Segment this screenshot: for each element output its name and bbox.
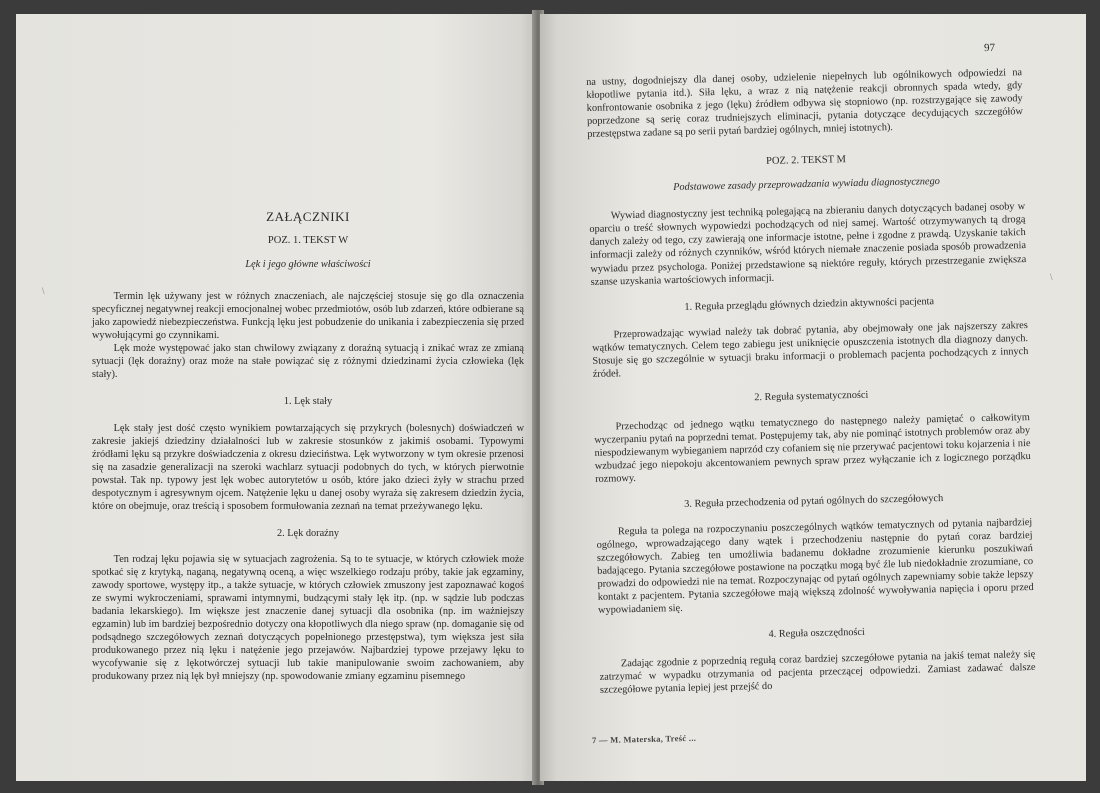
page-number: 97	[983, 41, 996, 55]
section-paragraph-permanent-anxiety: Lęk stały jest dość często wynikiem powtarzających się przykrych (bolesnych) doświadczeń w zakresie jakiejś dziedziny działalności lub w zakresie stosunków z jakimiś osobami. Typowymi źródłami lęku są przykre doświadczenia z okresu dzieciństwa. Lęk wytworzony w tym okresie przenosi się na zasadzie generalizacji na szeroki wachlarz sytuacji podobnych do tych, w których pierwotnie powstał. Tak np. typowy jest lęk wobec autorytetów u osób, które jako dzieci żyły w strachu przed despotycznym i agresywnym ojcem. Natężenie lęku u danej osoby wyraża się zakresem dziedzin życia, które on obejmuje, oraz treścią i sposobem formułowania zeznań na temat przeżywanego lęku.	[92, 422, 524, 512]
subtitle-anxiety: Lęk i jego główne właściwości	[245, 259, 371, 271]
left-page	[16, 14, 536, 781]
annex-title: ZAŁĄCZNIKI	[266, 209, 350, 224]
subtitle-interview: Podstawowe zasady przeprowadzania wywiadu diagnostycznego	[673, 176, 940, 194]
rule-text-2: Przechodząc od jednego wątku tematycznego do następnego należy pamiętać o całkowitym wyczerpaniu pytań na poprzedni temat. Postępujemy tak, aby nie pominąć istotnych problemów oraz aby niespodziewanym wybieganiem naprzód czy cofaniem się nie przerywać pacjentowi toku kojarzenia i nie wzbudzać jego niepokoju akcentowaniem pewnych spraw przez wyłączanie ich z logicznego porządku rozmowy.	[594, 411, 1031, 485]
rule-text-4: Zadając zgodnie z poprzednią regułą coraz bardziej szczegółowe pytania na jakiś temat należy się zatrzymać w wypadku otrzymania od pacjenta przeczącej odpowiedzi. Zamiast zadawać dalsze szczegółowe pytania lepiej jest przejść do	[599, 648, 1036, 696]
position-title-1: POZ. 1. TEKST W	[267, 235, 349, 247]
right-page-content	[586, 66, 1036, 696]
rule-heading-2: 2. Reguła systematyczności	[754, 389, 869, 404]
rule-text-3: Reguła ta polega na rozpoczynaniu poszczególnych wątków tematycznych od pytania najbardziej ogólnego, wprowadzającego dany wątek i przechodzeniu następnie do pytań coraz bardziej szczegółowych. Zabieg ten umożliwia badanemu dokładne zrozumienie kierunku poszukiwań badającego. Pytania szczegółowe postawione na początku mogą być źle lub niedokładnie zrozumiane, co prowadzi do odpowiedzi nie na temat. Rozpoczynając od pytań ogólnych zapewniamy sobie także lepszy kontakt z pacjentem. Pytania szczegółowe mają większą zdolność wywoływania napięcia i oporu przed wypowiadaniem się.	[596, 517, 1034, 617]
section-heading-permanent-anxiety: 1. Lęk stały	[283, 396, 333, 408]
section-heading-temporary-anxiety: 2. Lęk doraźny	[276, 527, 340, 539]
rule-heading-3: 3. Reguła przechodzenia od pytań ogólnych do szczegółowych	[684, 493, 944, 511]
rule-heading-1: 1. Reguła przeglądu głównych dziedzin aktywności pacjenta	[684, 295, 935, 313]
margin-mark-right: \	[1050, 272, 1053, 282]
position-title-2: POZ. 2. TEKST M	[765, 154, 847, 168]
margin-mark: \	[42, 286, 45, 296]
rule-text-1: Przeprowadzając wywiad należy tak dobrać pytania, aby obejmowały one jak najszerszy zakres wątków tematycznych. Celem tego zabiegu jest uniknięcie opuszczenia istotnych dla diagnozy danych. Stosuje się go szczególnie w sytuacji braku informacji o problemach pacjenta pochodzących z innych źródeł.	[592, 319, 1029, 380]
page-footer: 7 — M. Materska, Treść ...	[591, 732, 697, 746]
intro-paragraph-1: Termin lęk używany jest w różnych znaczeniach, ale najczęściej stosuje się go dla oznaczenia specyficznej negatywnej reakcji emocjonalnej wobec przedmiotów, osób lub zdarzeń, które odbierane są jako zapowiedź niebezpieczeństwa. Funkcją lęku jest pobudzenie do unikania i zabezpieczenia się przed wywołującymi go czynnikami.	[92, 291, 524, 342]
intro-paragraph-2: Lęk może występować jako stan chwilowy związany z doraźną sytuacją i znikać wraz ze zmianą sytuacji (lęk doraźny) oraz może na stałe powiązać się z różnymi dziedzinami życia człowieka (lęk stały).	[92, 343, 524, 381]
continuation-paragraph: na ustny, dogodniejszy dla danej osoby, udzielenie niepełnych lub ogólnikowych odpowiedzi na kłopotliwe pytania itd.). Siła lęku, a wraz z nią natężenie reakcji obronnych spada wtedy, gdy konfrontowanie osobnika z jego (lęku) źródłem odbywa się stopniowo (np. rozstrzygające się zawody poprzedzone są serię coraz trudniejszych eliminacji, pytania dotyczące decydujących szczegółów przestępstwa zadane są po serii pytań bardziej ogólnych, mniej istotnych).	[586, 67, 1024, 141]
right-page	[540, 14, 1086, 781]
section-paragraph-temporary-anxiety: Ten rodzaj lęku pojawia się w sytuacjach zagrożenia. Są to te sytuacje, w których człowiek może spotkać się z krytyką, naganą, negatywną oceną, a więc wszelkiego rodzaju próby, takie jak egzaminy, zawody sportowe, występy itp., a także sytuacje, w których człowiek zmuszony jest zapoznawać kogoś ze swymi wykroczeniami, sprawami intymnymi, budzącymi stały lęk itp. (np. w sądzie lub podczas badania lekarskiego). Im większe jest znaczenie danej sytuacji dla osobnika (np. im ważniejszy egzamin) lub im bardziej bezpośrednio dotyczy ona kłopotliwych dla niego spraw (np. domaganie się od podsądnego szczegółowych zeznań dotyczących popełnionego przestępstwa), tym większa jest siła produkowanego przez nią lęku i natężenie jego przejawów. Najbardziej typowe przejawy lęku to wycofywanie się z lękotwórczej sytuacji lub takie manipulowanie swoim zachowaniem, aby produkowany przez nią lęk był mniejszy (np. spowodowanie zmiany egzaminu pisemnego	[92, 553, 524, 683]
left-page-content	[92, 210, 524, 683]
interview-intro-paragraph: Wywiad diagnostyczny jest techniką polegającą na zbieraniu danych dotyczących badanej osoby w oparciu o treść słownych wypowiedzi pochodzących od niej samej. Wartość otrzymywanych tą drogą danych zależy od tego, czy zawierają one informacje istotne, pełne i zgodne z prawdą. Uzyskanie takich informacji zależy od różnych czynników, wśród których niemałe znaczenie posiada sposób prowadzenia wywiadu przez psychologa. Poniżej przedstawione są niektóre reguły, których przestrzeganie zwiększa szanse uzyskania wartościowych informacji.	[589, 201, 1027, 288]
rule-heading-4: 4. Reguła oszczędności	[768, 626, 865, 640]
